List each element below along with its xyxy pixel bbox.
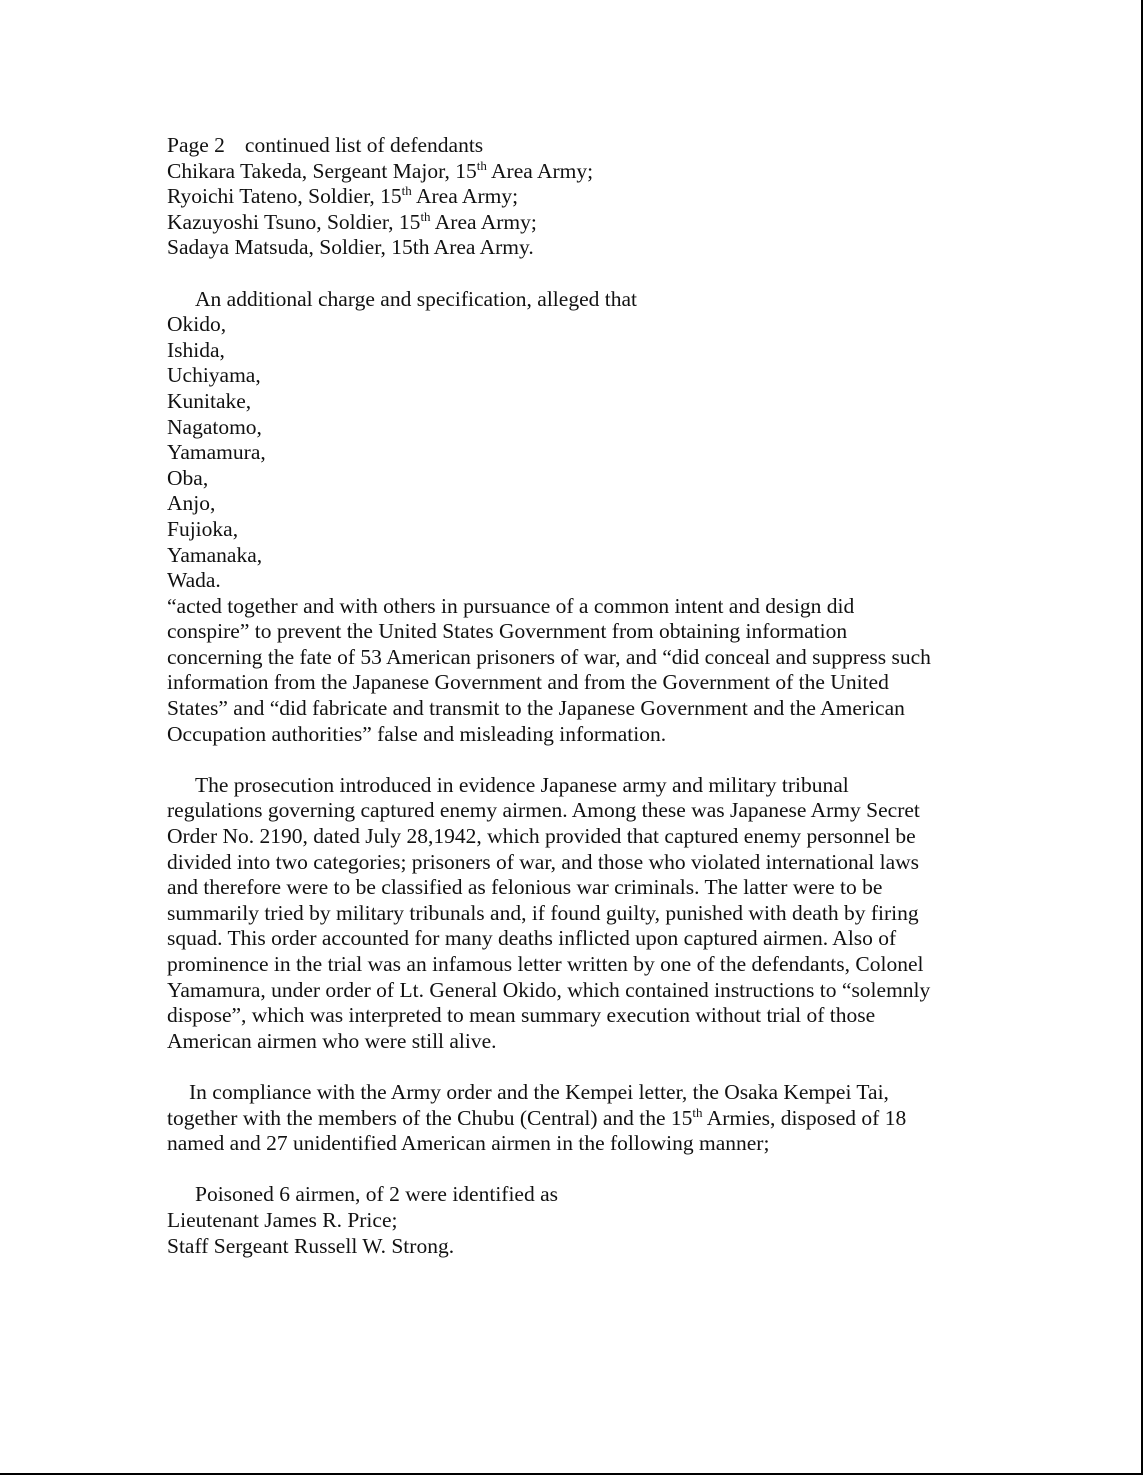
prosecution-text-line: and therefore were to be classified as felonious war criminals. The latter were to be <box>167 875 883 900</box>
page-label: Page 2 <box>167 133 225 157</box>
document-body <box>167 133 997 1259</box>
charge-text-line: “acted together and with others in pursuance of a common intent and design did <box>167 593 855 618</box>
charged-name: Kunitake, <box>167 388 252 413</box>
prosecution-text-line: regulations governing captured enemy airmen. Among these was Japanese Army Secret <box>167 798 920 823</box>
page-header <box>167 133 997 159</box>
charge-text-line: concerning the fate of 53 American prisoners of war, and “did conceal and suppress such <box>167 644 931 669</box>
prosecution-text-line: The prosecution introduced in evidence Japanese army and military tribunal <box>195 772 849 797</box>
poisoned-intro: Poisoned 6 airmen, of 2 were identified as <box>195 1182 559 1207</box>
charged-name: Uchiyama, <box>167 363 261 388</box>
charge-text-line: conspire” to prevent the United States Government from obtaining information <box>167 619 848 644</box>
airman-name: Lieutenant James R. Price; <box>167 1207 398 1232</box>
charged-name: Ishida, <box>167 337 225 362</box>
section-label: continued list of defendants <box>244 133 484 157</box>
prosecution-text-line: Yamamura, under order of Lt. General Okido, which contained instructions to “solemnly <box>167 977 931 1002</box>
prosecution-text-line: squad. This order accounted for many deaths inflicted upon captured airmen. Also of <box>167 926 897 951</box>
compliance-text-line: together with the members of the Chubu (Central) and the 15th Armies, disposed of 18 <box>167 1104 907 1130</box>
prosecution-text-line: dispose”, which was interpreted to mean summary execution without trial of those <box>167 1003 876 1028</box>
charge-text-line: information from the Japanese Government and from the Government of the United <box>167 670 889 695</box>
charged-name: Yamamura, <box>167 440 266 465</box>
prosecution-text-line: divided into two categories; prisoners of war, and those who violated international laws <box>167 849 920 874</box>
compliance-text-line: In compliance with the Army order and the Kempei letter, the Osaka Kempei Tai, <box>189 1079 889 1104</box>
charged-name: Anjo, <box>167 491 216 516</box>
charged-name: Okido, <box>167 312 227 337</box>
compliance-text-line: named and 27 unidentified American airmen in the following manner; <box>167 1131 770 1156</box>
charge-text-line: States” and “did fabricate and transmit to the Japanese Government and the American <box>167 696 905 721</box>
charged-name: Nagatomo, <box>167 414 262 439</box>
airman-name: Staff Sergeant Russell W. Strong. <box>167 1233 455 1258</box>
prosecution-text-line: American airmen who were still alive. <box>167 1028 497 1053</box>
charged-name: Yamanaka, <box>167 542 263 567</box>
charged-name: Fujioka, <box>167 516 239 541</box>
defendant-line: Ryoichi Tateno, Soldier, 15th Area Army; <box>167 183 519 209</box>
prosecution-text-line: summarily tried by military tribunals and, if found guilty, punished with death by firing <box>167 900 919 925</box>
prosecution-text-line: Order No. 2190, dated July 28,1942, which provided that captured enemy personnel be <box>167 824 916 849</box>
charged-name: Oba, <box>167 465 209 490</box>
defendant-line: Sadaya Matsuda, Soldier, 15th Area Army. <box>167 235 534 260</box>
defendant-line: Kazuyoshi Tsuno, Soldier, 15th Area Army; <box>167 208 537 234</box>
additional-charge-intro: An additional charge and specification, alleged that <box>195 286 637 311</box>
defendant-line: Chikara Takeda, Sergeant Major, 15th Area Army; <box>167 157 594 183</box>
charge-text-line: Occupation authorities” false and misleading information. <box>167 721 667 746</box>
charged-name: Wada. <box>167 568 221 593</box>
prosecution-text-line: prominence in the trial was an infamous letter written by one of the defendants, Colonel <box>167 952 924 976</box>
